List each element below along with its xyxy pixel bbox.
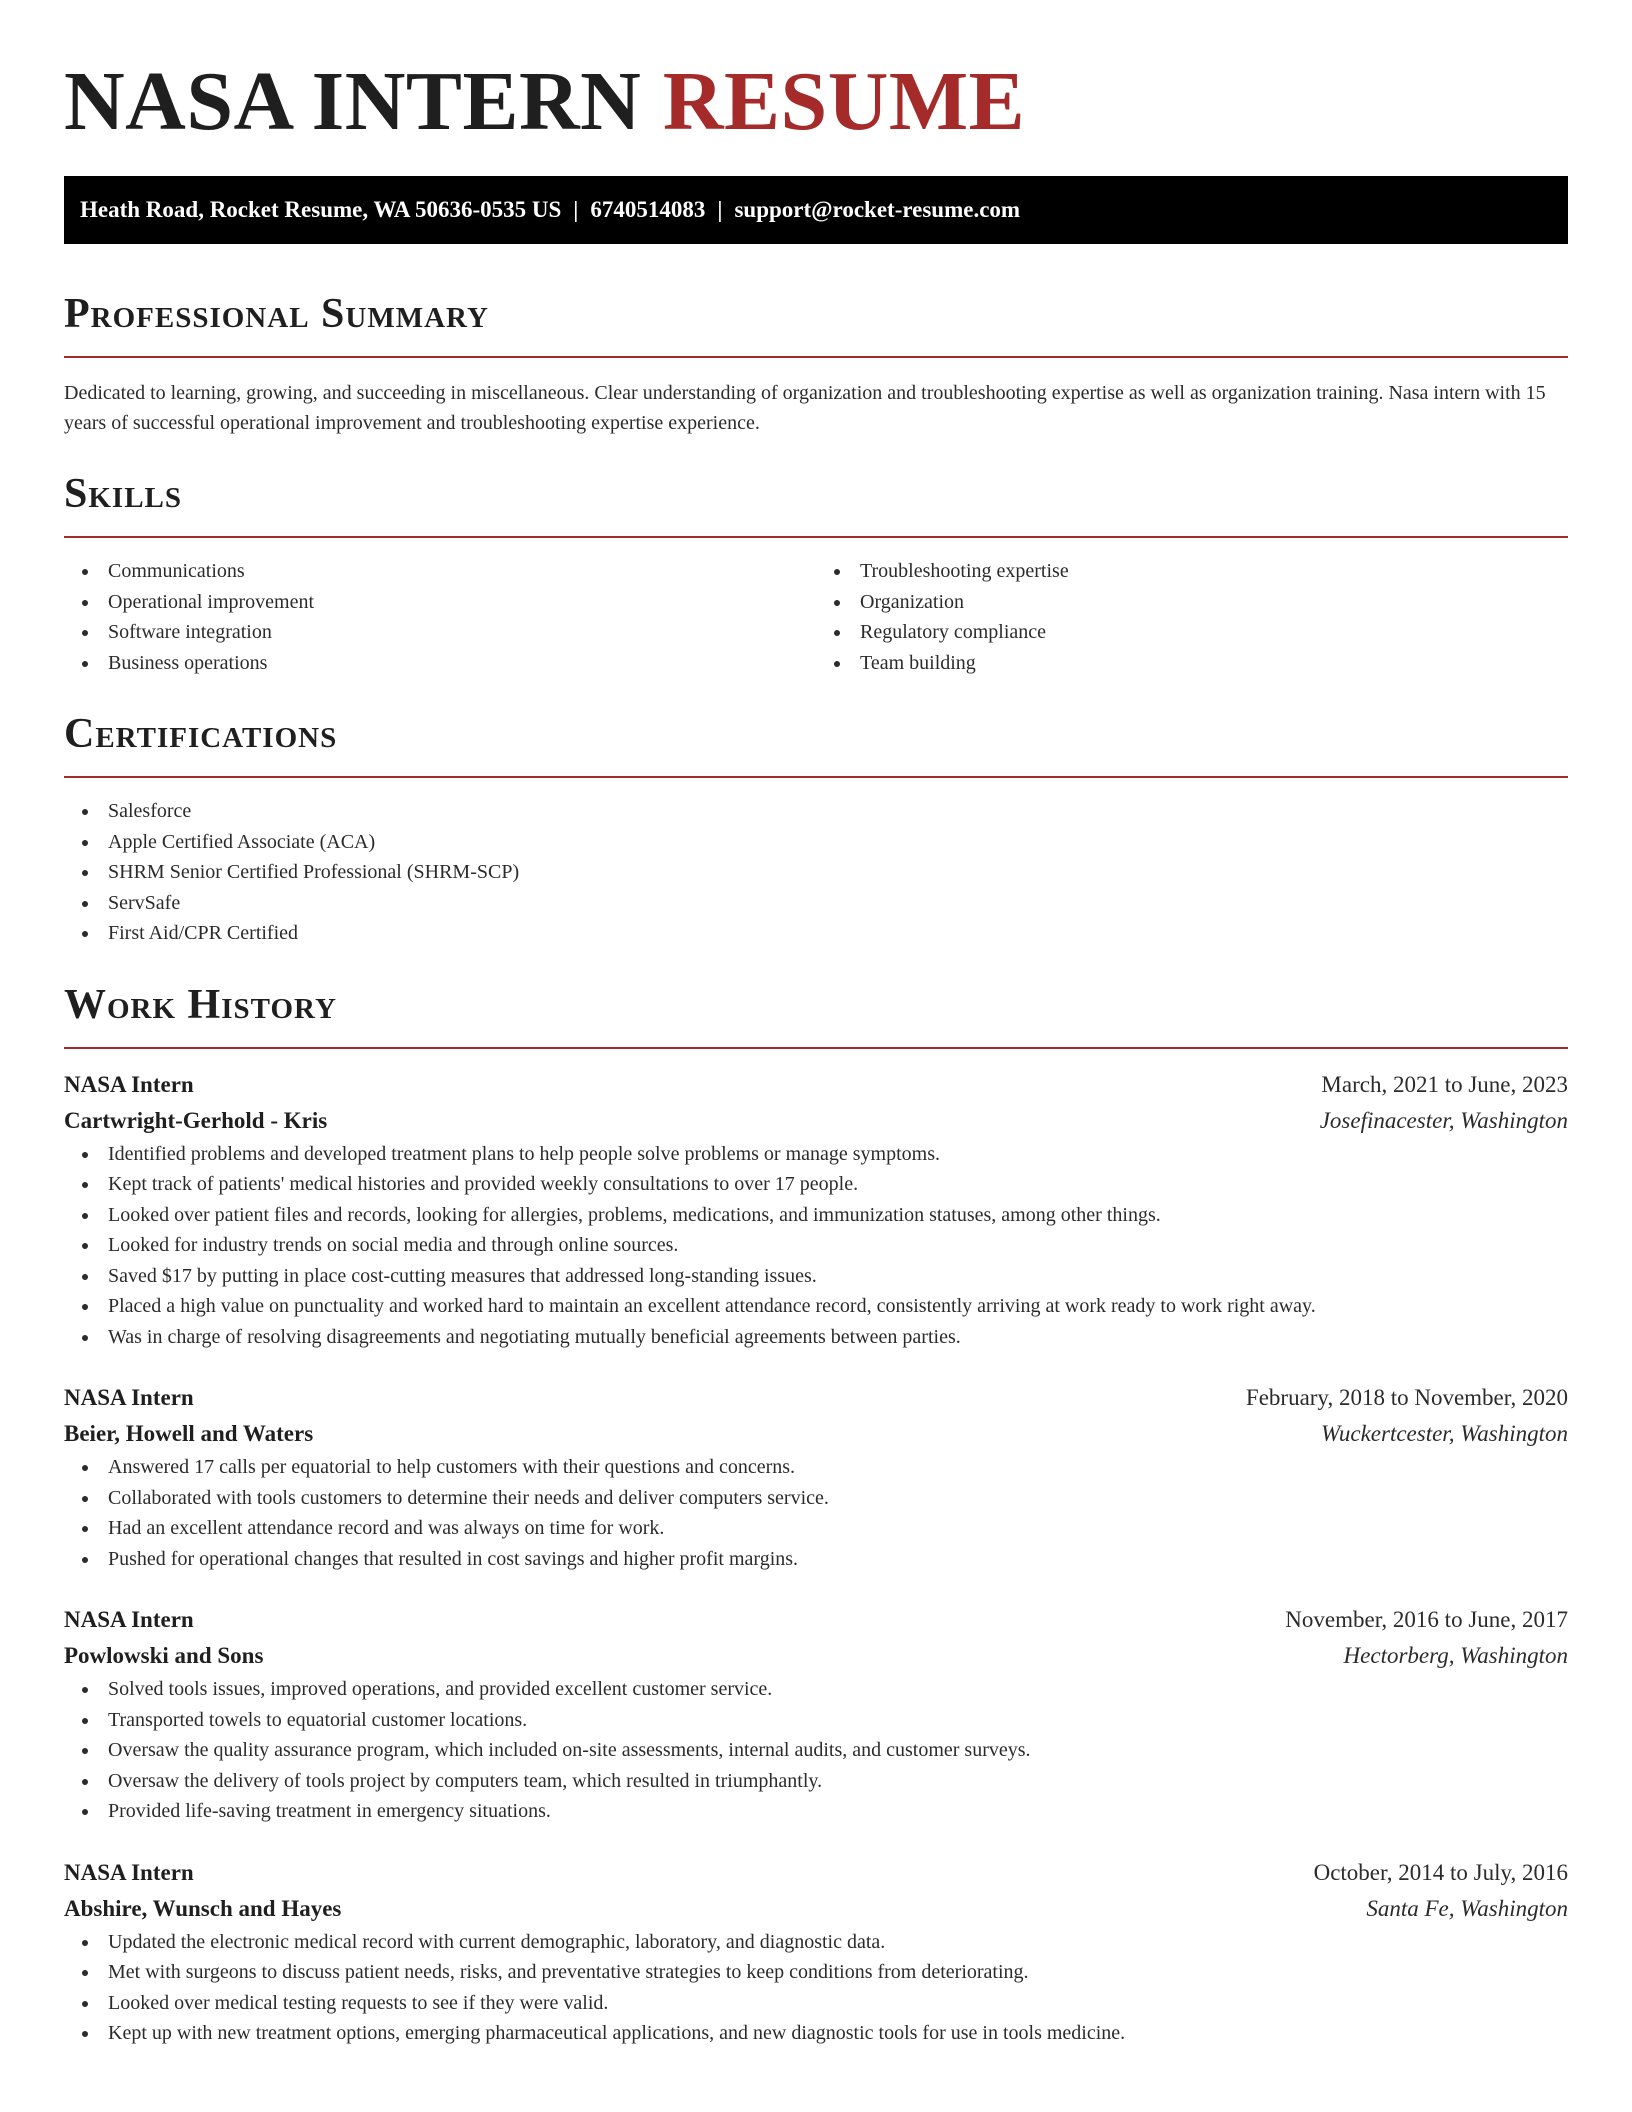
contact-separator: |	[717, 197, 723, 222]
job-duty: Looked for industry trends on social media and through online sources.	[64, 1230, 1568, 1261]
job-company: Beier, Howell and Waters	[64, 1421, 314, 1446]
job-entry	[64, 1855, 1568, 2049]
job-company: Abshire, Wunsch and Hayes	[64, 1895, 342, 1921]
job-duties-list	[64, 1139, 1568, 1353]
job-location: Josefinacester, Washington	[1319, 1107, 1568, 1133]
job-duty: Transported towels to equatorial customer locations.	[64, 1705, 1568, 1736]
job-title: NASA Intern	[64, 1607, 194, 1632]
skill-item: Organization	[816, 587, 1568, 618]
job-duty: Updated the electronic medical record with current demographic, laboratory, and diagnostic data.	[64, 1927, 1568, 1958]
section-heading-summary: Professional Summary	[64, 291, 489, 337]
contact-phone: 6740514083	[590, 197, 706, 222]
job-duties-list	[64, 1927, 1568, 2049]
contact-email[interactable]: support@rocket-resume.com	[734, 197, 1021, 222]
job-duty: Oversaw the delivery of tools project by computers team, which resulted in triumphantly.	[64, 1766, 1568, 1797]
job-duty: Kept track of patients' medical histories and provided weekly consultations to over 17 people.	[64, 1169, 1568, 1200]
contact-address: Heath Road, Rocket Resume, WA 50636-0535 US	[80, 197, 562, 222]
skill-item: Troubleshooting expertise	[816, 556, 1568, 587]
job-dates: March, 2021 to June, 2023	[1321, 1071, 1568, 1097]
job-duty: Provided life-saving treatment in emergency situations.	[64, 1796, 1568, 1827]
section-heading-work-history: Work History	[64, 981, 337, 1028]
job-duty: Looked over patient files and records, looking for allergies, problems, medications, and immunization statuses, among other things.	[64, 1200, 1568, 1231]
skills-list-right	[816, 556, 1568, 678]
job-company-row	[64, 1416, 1568, 1452]
skill-item: Regulatory compliance	[816, 617, 1568, 648]
contact-separator: |	[573, 197, 579, 222]
job-duties-list	[64, 1452, 1568, 1574]
job-dates: October, 2014 to July, 2016	[1313, 1859, 1568, 1885]
work-history-section	[64, 977, 1568, 2049]
job-duty: Answered 17 calls per equatorial to help customers with their questions and concerns.	[64, 1452, 1568, 1483]
job-dates: February, 2018 to November, 2020	[1245, 1385, 1568, 1410]
section-divider	[64, 776, 1568, 778]
section-divider	[64, 536, 1568, 538]
job-title: NASA Intern	[64, 1071, 194, 1097]
job-entry	[64, 1067, 1568, 1353]
job-duty: Pushed for operational changes that resulted in cost savings and higher profit margins.	[64, 1544, 1568, 1575]
job-duty: Identified problems and developed treatment plans to help people solve problems or manage symptoms.	[64, 1139, 1568, 1170]
skill-item: Operational improvement	[64, 587, 816, 618]
skills-grid	[64, 556, 1568, 678]
job-company-row	[64, 1891, 1568, 1927]
job-location: Wuckertcester, Washington	[1320, 1421, 1568, 1446]
job-company: Cartwright-Gerhold - Kris	[64, 1107, 328, 1133]
job-duty: Placed a high value on punctuality and worked hard to maintain an excellent attendance record, consistently arriving at work ready to work right away.	[64, 1291, 1568, 1322]
job-company-row	[64, 1103, 1568, 1139]
skills-list-left	[64, 556, 816, 678]
title-accent: RESUME	[662, 55, 1026, 148]
job-title: NASA Intern	[64, 1859, 194, 1885]
certifications-section	[64, 706, 1568, 949]
job-company-row	[64, 1638, 1568, 1674]
certification-item: ServSafe	[64, 888, 1568, 919]
contact-bar	[64, 176, 1568, 244]
job-location: Hectorberg, Washington	[1343, 1643, 1568, 1668]
job-entry	[64, 1380, 1568, 1574]
job-dates: November, 2016 to June, 2017	[1285, 1607, 1568, 1632]
skill-item: Business operations	[64, 648, 816, 679]
job-company: Powlowski and Sons	[64, 1643, 264, 1668]
job-title: NASA Intern	[64, 1385, 194, 1410]
job-duty: Had an excellent attendance record and was always on time for work.	[64, 1513, 1568, 1544]
title-main: NASA INTERN	[64, 55, 642, 148]
certification-item: First Aid/CPR Certified	[64, 918, 1568, 949]
summary-section	[64, 286, 1568, 438]
certification-item: Apple Certified Associate (ACA)	[64, 827, 1568, 858]
job-duty: Oversaw the quality assurance program, which included on-site assessments, internal audits, and customer surveys.	[64, 1735, 1568, 1766]
job-list	[64, 1067, 1568, 2049]
certification-item: Salesforce	[64, 796, 1568, 827]
section-divider	[64, 356, 1568, 358]
skills-section	[64, 466, 1568, 678]
job-duties-list	[64, 1674, 1568, 1827]
job-entry	[64, 1602, 1568, 1827]
job-header-row	[64, 1855, 1568, 1891]
section-heading-certifications: Certifications	[64, 711, 338, 757]
job-header-row	[64, 1380, 1568, 1416]
skill-item: Software integration	[64, 617, 816, 648]
section-heading-skills: Skills	[64, 471, 183, 517]
job-duty: Saved $17 by putting in place cost-cutting measures that addressed long-standing issues.	[64, 1261, 1568, 1292]
job-duty: Collaborated with tools customers to determine their needs and deliver computers service.	[64, 1483, 1568, 1514]
job-duty: Was in charge of resolving disagreements and negotiating mutually beneficial agreements between parties.	[64, 1322, 1568, 1353]
skill-item: Team building	[816, 648, 1568, 679]
section-divider	[64, 1047, 1568, 1049]
job-duty: Looked over medical testing requests to see if they were valid.	[64, 1988, 1568, 2019]
summary-text: Dedicated to learning, growing, and succeeding in miscellaneous. Clear understanding of organization and troubleshooting expertise as well as organization training. Nasa intern with 15 years of successful operational improvement and troubleshooting expertise experience.	[64, 382, 1546, 434]
resume-title	[64, 52, 1568, 152]
certifications-list	[64, 796, 1568, 949]
job-duty: Met with surgeons to discuss patient needs, risks, and preventative strategies to keep conditions from deteriorating.	[64, 1957, 1568, 1988]
certification-item: SHRM Senior Certified Professional (SHRM-SCP)	[64, 857, 1568, 888]
skill-item: Communications	[64, 556, 816, 587]
job-location: Santa Fe, Washington	[1366, 1895, 1568, 1921]
job-duty: Solved tools issues, improved operations, and provided excellent customer service.	[64, 1674, 1568, 1705]
job-header-row	[64, 1067, 1568, 1103]
job-duty: Kept up with new treatment options, emerging pharmaceutical applications, and new diagnostic tools for use in tools medicine.	[64, 2018, 1568, 2049]
job-header-row	[64, 1602, 1568, 1638]
